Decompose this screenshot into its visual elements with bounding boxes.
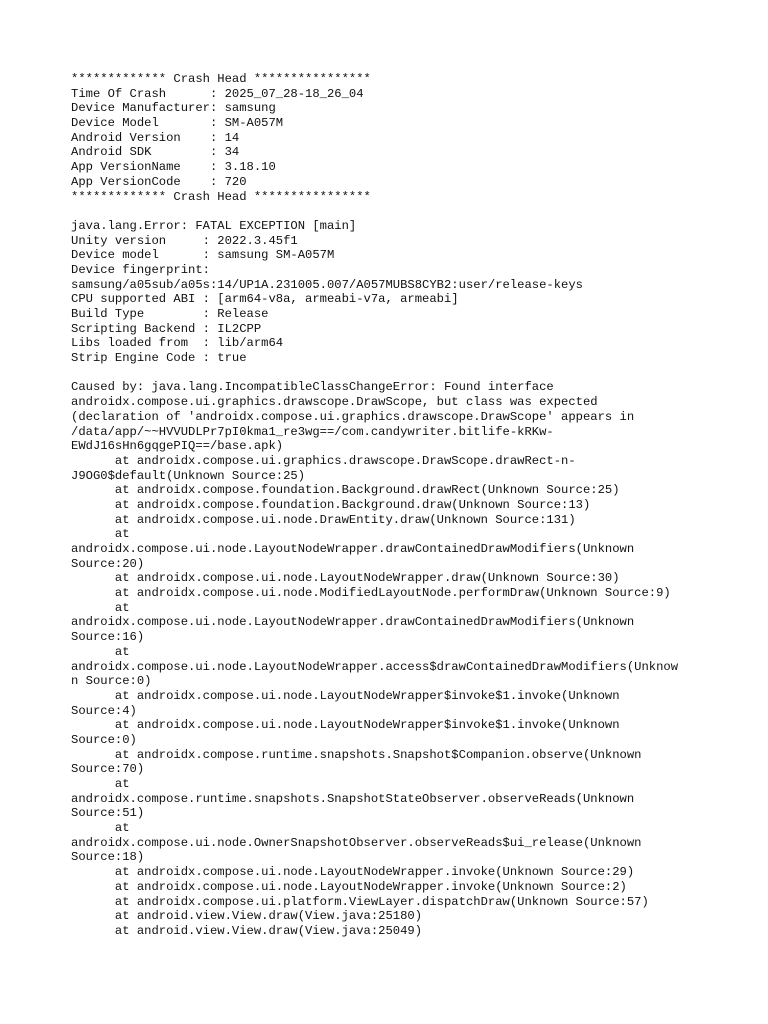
crash-head-title-bottom: ************* Crash Head **************** <box>71 189 371 204</box>
crash-head-field: Android Version : 14 <box>71 130 240 145</box>
error-info-line: Strip Engine Code : true <box>71 351 247 366</box>
stack-trace-line: at androidx.compose.ui.node.ModifiedLayoutNode.performDraw(Unknown Source:9) <box>71 586 671 601</box>
stack-trace-line: J9OG0$default(Unknown Source:25) <box>71 468 306 483</box>
stack-trace-line: at androidx.compose.ui.node.LayoutNodeWrapper$invoke$1.invoke(Unknown <box>71 688 620 703</box>
stack-trace-line: androidx.compose.ui.node.LayoutNodeWrapper.drawContainedDrawModifiers(Unknown <box>71 615 635 630</box>
section-gap <box>71 366 751 381</box>
error-info-line: Libs loaded from : lib/arm64 <box>71 336 284 351</box>
stack-trace-line: at androidx.compose.ui.node.LayoutNodeWrapper.invoke(Unknown Source:2) <box>71 879 627 894</box>
stack-trace-line: at <box>71 600 130 615</box>
crash-head-field: Device Manufacturer: samsung <box>71 101 276 116</box>
stack-trace-line: at androidx.compose.ui.node.LayoutNodeWrapper.draw(Unknown Source:30) <box>71 571 620 586</box>
stack-trace-line: Source:4) <box>71 703 137 718</box>
error-info-line: Build Type : Release <box>71 307 269 321</box>
stack-trace-line: Source:18) <box>71 850 145 865</box>
stack-trace-line: at androidx.compose.ui.node.DrawEntity.draw(Unknown Source:131) <box>71 512 576 527</box>
crash-head-field: App VersionName : 3.18.10 <box>71 160 276 175</box>
error-info-line: CPU supported ABI : [arm64-v8a, armeabi-v7a, armeabi] <box>71 292 459 307</box>
crash-head-field: Time Of Crash : 2025_07_28-18_26_04 <box>71 86 364 101</box>
crash-log-document <box>71 72 751 939</box>
stack-trace-line: androidx.compose.ui.node.LayoutNodeWrapper.access$drawContainedDrawModifiers(Unknow <box>71 659 679 674</box>
stack-trace-line: at <box>71 527 130 542</box>
stack-trace-line: at androidx.compose.ui.node.LayoutNodeWrapper.invoke(Unknown Source:29) <box>71 865 635 880</box>
stack-trace-line: at androidx.compose.foundation.Background.drawRect(Unknown Source:25) <box>71 483 620 498</box>
error-info-line: Unity version : 2022.3.45f1 <box>71 233 298 248</box>
stack-trace-line: Source:51) <box>71 806 145 821</box>
section-gap <box>71 204 751 219</box>
stack-trace-line: at androidx.compose.runtime.snapshots.Snapshot$Companion.observe(Unknown <box>71 747 642 762</box>
crash-head-title-top: ************* Crash Head **************** <box>71 72 371 86</box>
stack-trace-line: androidx.compose.ui.node.OwnerSnapshotObserver.observeReads$ui_release(Unknown <box>71 835 642 850</box>
stack-trace-line: at <box>71 777 130 791</box>
stack-trace-line: at android.view.View.draw(View.java:25180) <box>71 909 423 924</box>
error-info-line: Device model : samsung SM-A057M <box>71 248 335 263</box>
stack-trace-line: at <box>71 644 130 659</box>
stack-trace-line: androidx.compose.ui.node.LayoutNodeWrapper.drawContainedDrawModifiers(Unknown <box>71 542 635 556</box>
stack-trace-line: Source:70) <box>71 762 145 777</box>
stack-trace-line: /data/app/~~HVVUDLPr7pI0kma1_re3wg==/com.candywriter.bitlife-kRKw- <box>71 424 554 439</box>
error-info-line: java.lang.Error: FATAL EXCEPTION [main] <box>71 218 357 233</box>
stack-trace-line: at android.view.View.draw(View.java:25049) <box>71 923 423 938</box>
crash-head-field: Android SDK : 34 <box>71 145 240 160</box>
crash-head-field: App VersionCode : 720 <box>71 174 247 189</box>
stack-trace-line: androidx.compose.ui.graphics.drawscope.DrawScope, but class was expected <box>71 395 598 410</box>
error-info-line: Scripting Backend : IL2CPP <box>71 321 262 336</box>
stack-trace-line: at androidx.compose.ui.node.LayoutNodeWrapper$invoke$1.invoke(Unknown <box>71 718 620 733</box>
stack-trace-line: Source:16) <box>71 630 145 645</box>
stack-trace-line: androidx.compose.runtime.snapshots.SnapshotStateObserver.observeReads(Unknown <box>71 791 635 806</box>
stack-trace-line: Source:0) <box>71 732 137 747</box>
crash-head-field: Device Model : SM-A057M <box>71 116 284 131</box>
error-info-line: samsung/a05sub/a05s:14/UP1A.231005.007/A057MUBS8CYB2:user/release-keys <box>71 277 583 292</box>
stack-trace-line: at androidx.compose.ui.graphics.drawscope.DrawScope.drawRect-n- <box>71 453 576 468</box>
error-info-line: Device fingerprint: <box>71 262 210 277</box>
stack-trace-line: Caused by: java.lang.IncompatibleClassChangeError: Found interface <box>71 380 554 395</box>
stack-trace-line: at <box>71 821 130 836</box>
stack-trace-line: at androidx.compose.foundation.Background.draw(Unknown Source:13) <box>71 497 591 512</box>
stack-trace-line: EWdJ16sHn6gqgePIQ==/base.apk) <box>71 439 284 454</box>
stack-trace-line: n Source:0) <box>71 674 152 689</box>
stack-trace-line: (declaration of 'androidx.compose.ui.graphics.drawscope.DrawScope' appears in <box>71 409 635 424</box>
stack-trace-line: Source:20) <box>71 556 145 571</box>
stack-trace-line: at androidx.compose.ui.platform.ViewLayer.dispatchDraw(Unknown Source:57) <box>71 894 649 909</box>
